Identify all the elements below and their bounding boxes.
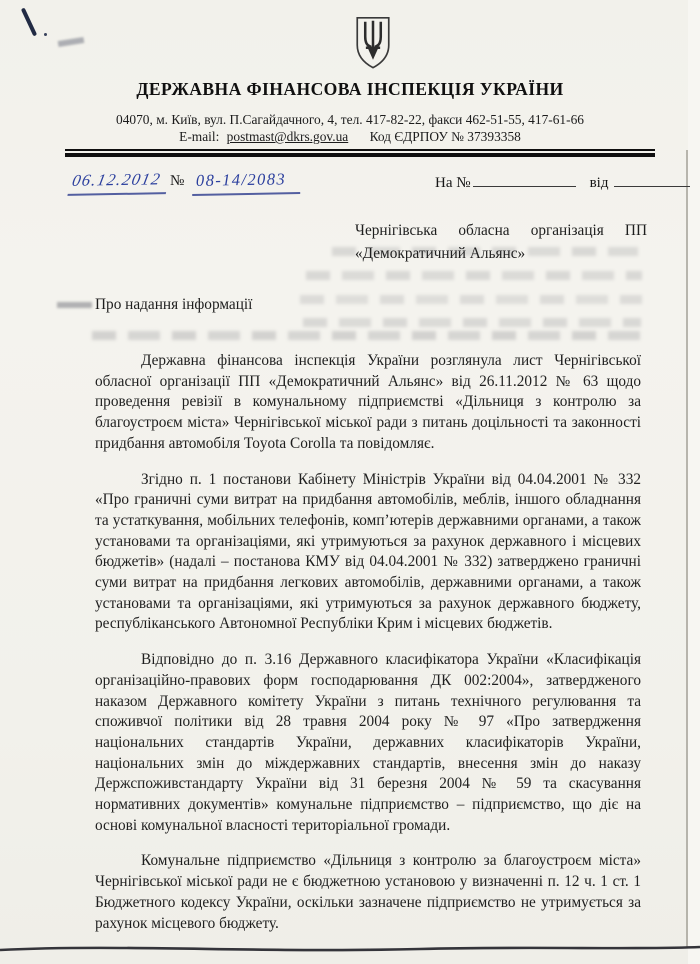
ukraine-trident-emblem-icon [352, 15, 394, 73]
letterhead-address: 04070, м. Київ, вул. П.Сагайдачного, 4, тел. 417-82-22, факси 462-51-55, 417-61-66 [116, 112, 584, 127]
scan-bottom-edge [0, 940, 700, 956]
reply-from-label: від [589, 175, 609, 191]
email-label: E-mail: [179, 129, 220, 144]
pen-stroke-mark [21, 8, 37, 37]
paragraph-3: Відповідно до п. 3.16 Державного класифікатора України «Класифікація організаційно-правових форм господарювання ДК 002:2004», затвердженого наказом Державного комітету України з питань технічного регулювання та споживчої політики від 28 травня 2004 року № 97 «Про затвердження національних стандартів України, державних класифікаторів України, національних змін до міждержавних стандартів, внесення змін до наказу Держспоживстандарту України від 31 березня 2004 № 59 та скасування нормативних документів» комунальне підприємство – підприємство, що діє на основі комунальної власності територіальної громади. [95, 651, 641, 834]
paragraph-4: Комунальне підприємство «Дільниця з контролю за благоустроєм міста» Чернігівської міської ради не є бюджетною установою у визначенні п. 12 ч. 1 ст. 1 Бюджетного кодексу України, оскільки зазначене підприємство не утримується за рахунок місцевого бюджету. [95, 852, 641, 932]
header-double-rule [65, 149, 655, 157]
reference-line [0, 166, 700, 200]
reply-reference [435, 173, 690, 192]
bleedthrough-text-artifact [306, 271, 642, 280]
number-sign-label: № [170, 173, 185, 189]
handwritten-date: 06.12.2012 [67, 169, 170, 196]
subject-line: Про надання інформації [95, 296, 253, 313]
edrpou-code: Код ЄДРПОУ № 37393358 [369, 129, 521, 144]
reply-number-blank [473, 173, 576, 187]
organization-name: ДЕРЖАВНА ФІНАНСОВА ІНСПЕКЦІЯ УКРАЇНИ [136, 79, 564, 99]
ink-smudge [58, 37, 85, 47]
email-value: postmast@dkrs.gov.ua [226, 129, 349, 144]
letterhead-contact-line [0, 129, 700, 145]
bleedthrough-text-artifact [303, 318, 641, 327]
reply-to-label: На № [435, 175, 471, 191]
page-right-edge-line [686, 150, 688, 948]
paragraph-2: Згідно п. 1 постанови Кабінету Міністрів України від 04.04.2001 № 332 «Про граничні суми витрат на придбання автомобілів, меблів, іншого обладнання та устаткування, мобільних телефонів, комп’ютерів державними органами, а також установами та організаціями, які утримуються за рахунок державного і місцевих бюджетів» (надалі – постанова КМУ від 04.04.2001 № 332) затверджено граничні суми витрат на придбання легкових автомобілів, державними органами, а також установами та організаціями, які утримуються за рахунок державного бюджету, республіканського Автономної Республіки Крим і місцевих бюджетів. [95, 470, 641, 633]
letter-body [95, 351, 641, 949]
addressee-line-2: «Демократичний Альянс» [355, 245, 526, 262]
bleedthrough-text-artifact [300, 295, 642, 304]
handwritten-outgoing-number: 08-14/2083 [192, 169, 301, 196]
bleedthrough-text-artifact [92, 331, 644, 340]
addressee-block [355, 219, 647, 265]
pen-dot-mark [44, 33, 47, 36]
reply-date-blank [614, 173, 690, 187]
bleedthrough-dash-artifact [57, 302, 92, 308]
addressee-line-1: Чернігівська обласна організація ПП [355, 222, 647, 239]
paragraph-1: Державна фінансова інспекція України розглянула лист Чернігівської обласної організації ПП «Демократичний Альянс» від 26.11.2012 № 63 щодо проведення ревізії в комунальному підприємстві «Дільниця з контролю за благоустроєм міста» Чернігівської міської ради з питань доцільності та законності придбання автомобіля Toyota Corolla та повідомляє. [95, 352, 641, 452]
